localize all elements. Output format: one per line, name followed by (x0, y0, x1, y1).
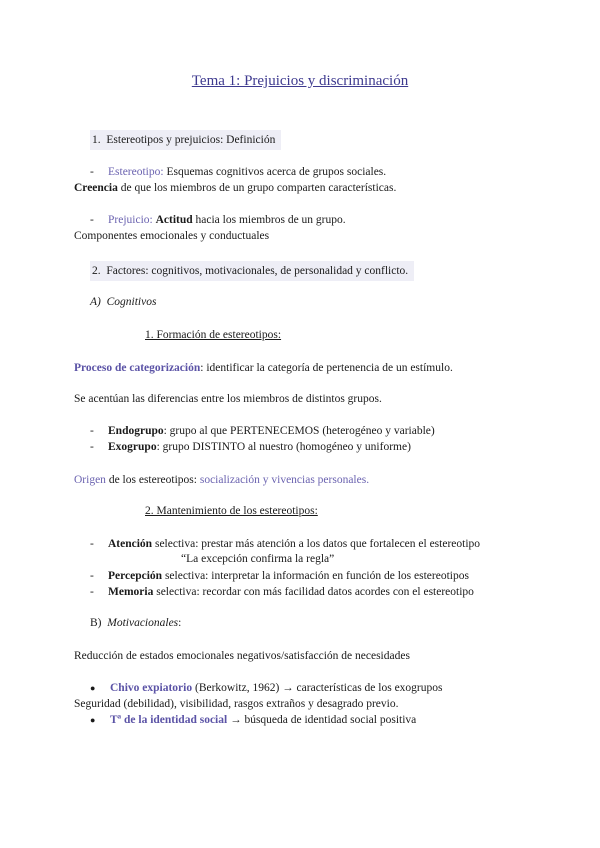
mantenimiento-heading: 2. Mantenimiento de los estereotipos: (145, 505, 318, 517)
exogrupo-item (108, 439, 411, 455)
subsection-a-heading (90, 294, 156, 310)
estereotipo-continuation (74, 180, 396, 196)
prejuicio-definition (108, 212, 346, 228)
exogrupo-text: : grupo DISTINTO al nuestro (homogéneo y uniforme) (156, 441, 411, 453)
prejuicio-bullet: - (90, 214, 94, 226)
subsection-a-label: A) (90, 296, 101, 308)
chivo-text: (Berkowitz, 1962) → características de los exogrupos (192, 682, 443, 694)
chivo-continuation: Seguridad (debilidad), visibilidad, rasgos extraños y desagrado previo. (74, 698, 399, 710)
section-2-heading-text: Factores: cognitivos, motivacionales, de personalidad y conflicto. (106, 265, 409, 277)
origen-term: Origen (74, 474, 106, 486)
identidad-social-item (110, 712, 416, 728)
subsection-b-heading (90, 615, 181, 631)
prejuicio-term: Prejuicio: (108, 214, 153, 226)
section-1-number: 1. (92, 134, 101, 146)
identidad-bullet: ● (90, 715, 96, 725)
endogrupo-text: : grupo al que PERTENECEMOS (heterogéneo y variable) (163, 425, 435, 437)
chivo-expiatorio-item (110, 680, 442, 696)
atencion-bullet: - (90, 538, 94, 550)
prejuicio-def-text: hacia los miembros de un grupo. (192, 214, 346, 226)
creencia-term: Creencia (74, 182, 118, 194)
exogrupo-term: Exogrupo (108, 441, 157, 453)
subsection-b-label: B) (90, 617, 102, 629)
origen-line (74, 472, 369, 488)
memoria-text: selectiva: recordar con más facilidad datos acordes con el estereotipo (153, 586, 474, 598)
prejuicio-continuation: Componentes emocionales y conductuales (74, 230, 270, 242)
actitud-term: Actitud (155, 214, 193, 226)
atencion-term: Atención (108, 538, 153, 550)
identidad-text: → búsqueda de identidad social positiva (227, 714, 417, 726)
estereotipo-term: Estereotipo: (108, 166, 164, 178)
origen-mid: de los estereotipos: (105, 474, 200, 486)
memoria-term: Memoria (108, 586, 154, 598)
origen-value: socialización y vivencias personales. (199, 474, 370, 486)
percepcion-bullet: - (90, 570, 94, 582)
percepcion-item (108, 568, 469, 584)
endogrupo-term: Endogrupo (108, 425, 164, 437)
subsection-b-title: Motivacionales (107, 617, 179, 629)
section-1-heading-text: Estereotipos y prejuicios: Definición (106, 134, 276, 146)
proceso-text: : identificar la categoría de pertenencia de un estímulo. (200, 362, 453, 374)
section-1-heading (90, 130, 281, 150)
atencion-text: selectiva: prestar más atención a los datos que fortalecen el estereotipo (152, 538, 481, 550)
reduccion-text: Reducción de estados emocionales negativos/satisfacción de necesidades (74, 650, 410, 662)
endogrupo-item (108, 423, 435, 439)
proceso-categorizacion (74, 360, 453, 376)
identidad-term: Tª de la identidad social (110, 714, 228, 726)
subsection-b-colon: : (178, 617, 182, 629)
exogrupo-bullet: - (90, 441, 94, 453)
excepcion-quote: “La excepción confirma la regla” (181, 553, 335, 565)
section-2-heading (90, 261, 414, 281)
proceso-term: Proceso de categorización (74, 362, 201, 374)
estereotipo-def-text: Esquemas cognitivos acerca de grupos sociales. (163, 166, 387, 178)
percepcion-text: selectiva: interpretar la información en función de los estereotipos (162, 570, 469, 582)
subsection-a-title: Cognitivos (106, 296, 157, 308)
acentuan-text: Se acentúan las diferencias entre los miembros de distintos grupos. (74, 393, 382, 405)
memoria-item (108, 584, 474, 600)
estereotipo-definition (108, 164, 386, 180)
estereotipo-bullet: - (90, 166, 94, 178)
chivo-term: Chivo expiatorio (110, 682, 193, 694)
atencion-item (108, 536, 480, 552)
percepcion-term: Percepción (108, 570, 163, 582)
endogrupo-bullet: - (90, 425, 94, 437)
page-title: Tema 1: Prejuicios y discriminación (191, 73, 409, 89)
chivo-bullet: ● (90, 683, 96, 693)
formacion-heading: 1. Formación de estereotipos: (145, 329, 282, 341)
section-2-number: 2. (92, 265, 101, 277)
memoria-bullet: - (90, 586, 94, 598)
creencia-text: de que los miembros de un grupo comparten características. (117, 182, 397, 194)
